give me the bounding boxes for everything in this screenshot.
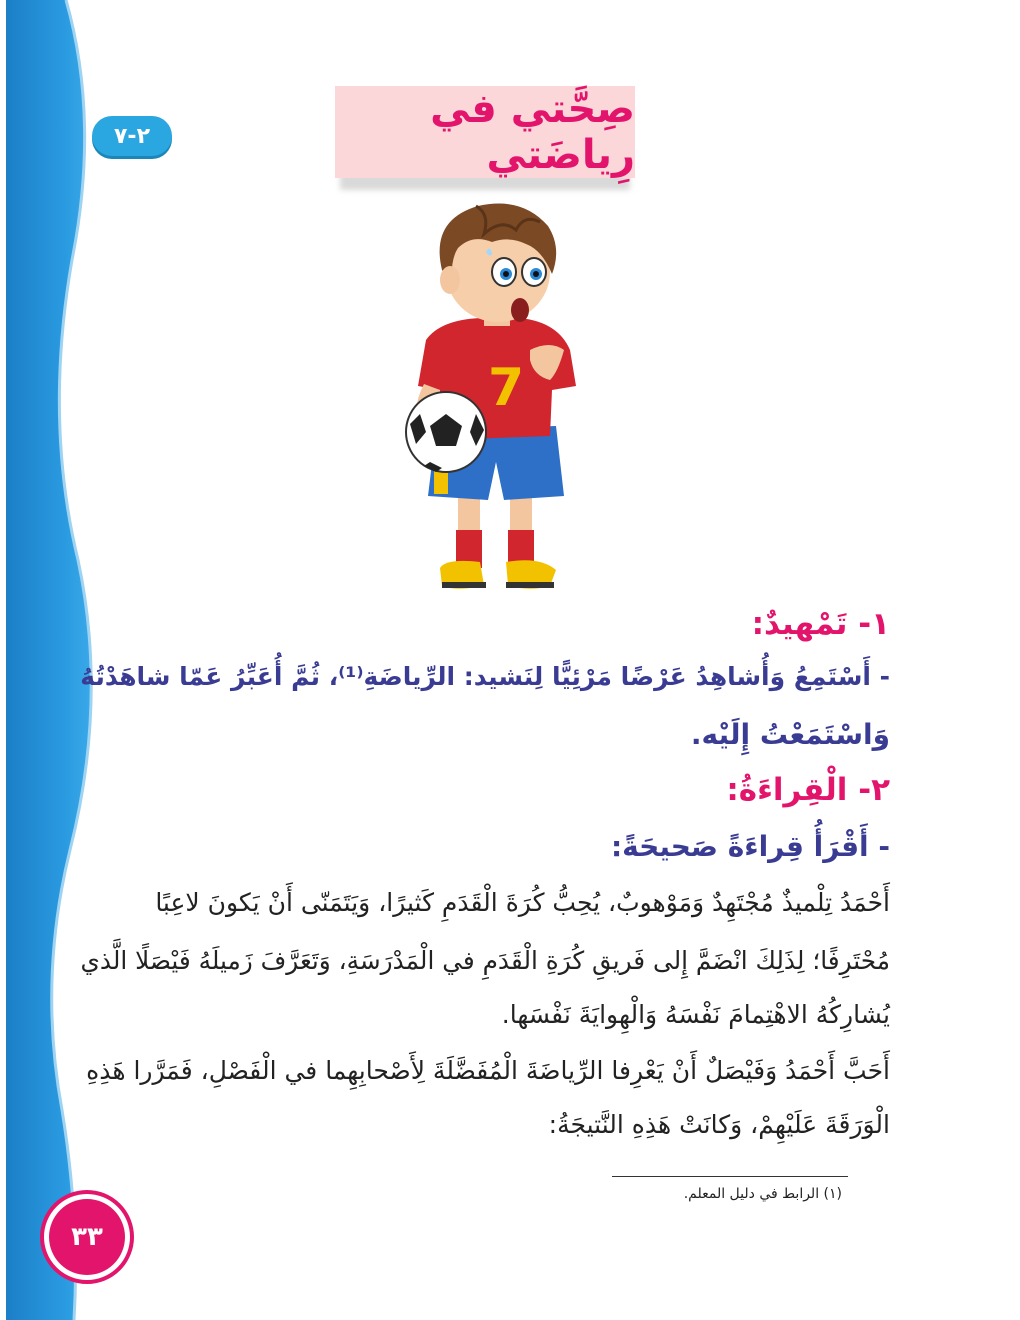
title-banner xyxy=(335,86,635,178)
section-heading-reading: ٢- الْقِراءَةُ: xyxy=(726,772,890,808)
paragraph-1-line-1: أَحْمَدُ تِلْميذٌ مُجْتَهِدٌ وَمَوْهوبٌ، يُحِبُّ كُرَةَ الْقَدَمِ كَثيرًا، وَيَتَمَنّى أَنْ يَكونَ لاعِبًا xyxy=(155,888,890,917)
section-heading-intro: ١- تَمْهيدٌ: xyxy=(751,606,890,642)
intro-instruction-line-1: - أَسْتَمِعُ وَأُشاهِدُ عَرْضًا مَرْئِيًّا لِنَشيد: الرِّياضَةِ⁽¹⁾، ثُمَّ أُعَبِّرُ عَمّا شاهَدْتُهُ xyxy=(80,662,890,691)
footnote: (١) الرابط في دليل المعلم. xyxy=(683,1186,842,1202)
paragraph-2-line-1: أَحَبَّ أَحْمَدُ وَفَيْصَلٌ أَنْ يَعْرِفا الرِّياضَةَ الْمُفَضَّلَةَ لِأَصْحابِهِما في الْفَصْلِ، فَمَرَّرا هَذِهِ xyxy=(86,1056,890,1085)
page-number: ٣٣ xyxy=(49,1199,125,1275)
page-margin-band xyxy=(0,0,120,1320)
lesson-number-badge: ٢-٧ xyxy=(92,116,172,156)
boy-with-football-illustration xyxy=(380,200,610,605)
svg-text:7: 7 xyxy=(488,358,525,418)
reading-instruction: - أَقْرَأُ قِراءَةً صَحيحَةً: xyxy=(610,830,890,863)
page-title: صِحَّتي في رِياضَتي xyxy=(430,86,635,178)
footnote-divider xyxy=(612,1176,848,1177)
paragraph-1-line-2: مُحْتَرِفًا؛ لِذَلِكَ انْضَمَّ إِلى فَريقِ كُرَةِ الْقَدَمِ في الْمَدْرَسَةِ، وَتَعَرَّفَ زَميلَهُ فَيْصَلًا الَّذي xyxy=(80,946,890,975)
paragraph-2-line-2: الْوَرَقَةَ عَلَيْهِمْ، وَكانَتْ هَذِهِ النَّتيجَةُ: xyxy=(548,1110,890,1139)
paragraph-1-line-3: يُشارِكُهُ الاهْتِمامَ نَفْسَهُ وَالْهِوايَةَ نَفْسَها. xyxy=(501,1000,890,1029)
intro-instruction-line-2: وَاسْتَمَعْتُ إِلَيْه. xyxy=(690,718,890,751)
